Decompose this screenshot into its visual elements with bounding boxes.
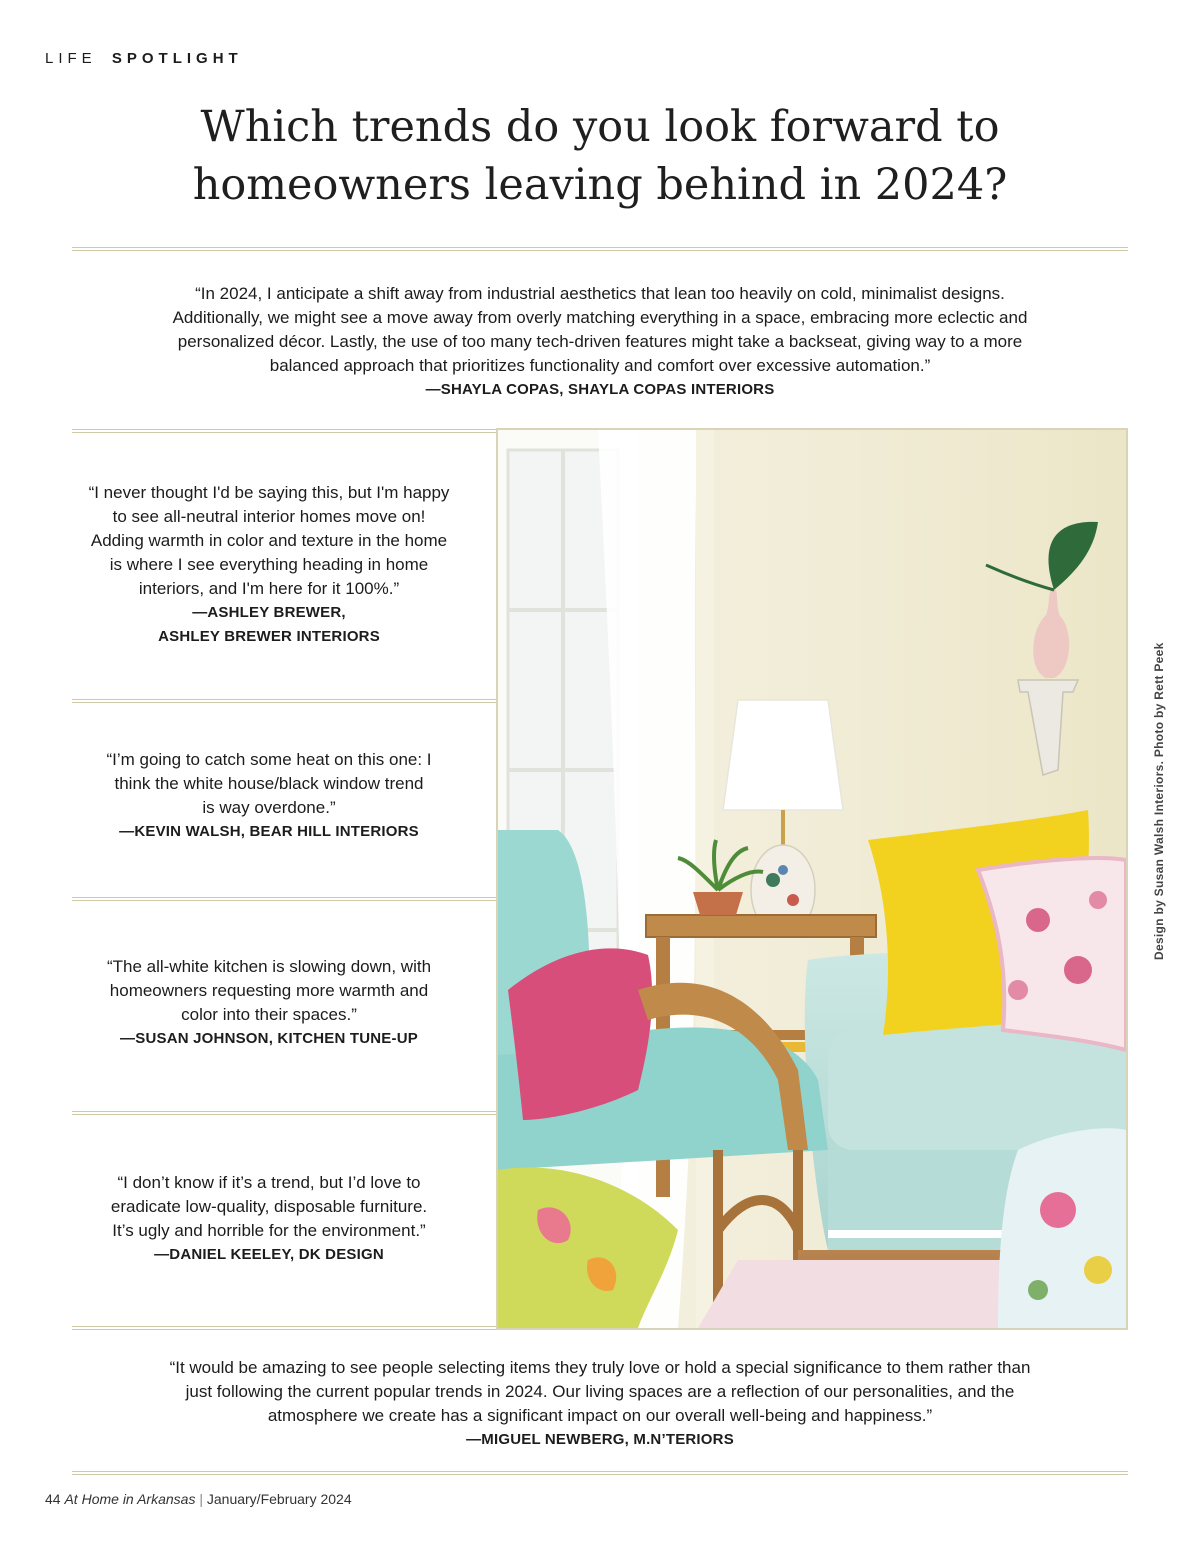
quote-line: Additionally, we might see a move away from overly matching everything in a space, embracing more eclectic and — [172, 308, 1028, 327]
quote-line: to see all-neutral interior homes move on! — [112, 507, 426, 526]
divider-rule — [72, 897, 496, 901]
magazine-name: At Home in Arkansas — [64, 1491, 196, 1507]
photo-credit: Design by Susan Walsh Interiors. Photo by Rett Peek — [1152, 642, 1166, 960]
quote-daniel-keeley — [62, 1171, 476, 1267]
quote-attribution: —KEVIN WALSH, BEAR HILL INTERIORS — [119, 823, 419, 840]
issue-date: January/February 2024 — [206, 1491, 352, 1507]
quote-line: It’s ugly and horrible for the environment.” — [112, 1221, 426, 1240]
quote-attribution: —ASHLEY BREWER, — [192, 604, 346, 621]
quote-line: personalized décor. Lastly, the use of too many tech-driven features might take a backseat, giving way to a more — [177, 332, 1023, 351]
quote-line: “In 2024, I anticipate a shift away from industrial aesthetics that lean too heavily on cold, minimalist designs. — [195, 284, 1005, 303]
quote-susan-johnson — [62, 955, 476, 1051]
quote-line: just following the current popular trends in 2024. Our living spaces are a reflection of our personalities, and the — [185, 1382, 1015, 1401]
quote-line: atmosphere we create has a significant impact on our overall well-being and happiness.” — [267, 1406, 933, 1425]
page-title-line-1: Which trends do you look forward to — [200, 102, 1000, 152]
divider-rule — [72, 699, 496, 703]
interior-photo-illustration — [498, 430, 1126, 1328]
quote-attribution: —SHAYLA COPAS, SHAYLA COPAS INTERIORS — [425, 381, 775, 398]
quote-line: interiors, and I'm here for it 100%.” — [138, 579, 400, 598]
page-footer — [45, 1491, 352, 1507]
quote-miguel-newberg — [100, 1356, 1100, 1452]
quote-attribution: —SUSAN JOHNSON, KITCHEN TUNE-UP — [120, 1030, 418, 1047]
quote-ashley-brewer — [62, 481, 476, 649]
page-number: 44 — [45, 1491, 61, 1507]
quote-line: is way overdone.” — [202, 798, 336, 817]
quote-attribution: ASHLEY BREWER INTERIORS — [158, 628, 380, 645]
quote-line: color into their spaces.” — [181, 1005, 357, 1024]
interior-photo — [496, 428, 1128, 1330]
divider-rule — [72, 1111, 496, 1115]
quote-shayla-copas — [100, 282, 1100, 402]
page-title-line-2: homeowners leaving behind in 2024? — [192, 160, 1008, 210]
quote-line: eradicate low-quality, disposable furniture. — [110, 1197, 428, 1216]
quote-line: “I’m going to catch some heat on this one: I — [106, 750, 432, 769]
quote-kevin-walsh — [62, 748, 476, 844]
quote-line: balanced approach that prioritizes functionality and comfort over excessive automation.” — [269, 356, 931, 375]
footer-separator: | — [199, 1491, 203, 1507]
divider-rule — [72, 247, 1128, 251]
quote-attribution: —MIGUEL NEWBERG, M.N’TERIORS — [466, 1431, 734, 1448]
quote-line: “The all-white kitchen is slowing down, with — [106, 957, 432, 976]
quote-line: Adding warmth in color and texture in the home — [90, 531, 448, 550]
quote-line: “It would be amazing to see people selecting items they truly love or hold a special significance to them rather than — [169, 1358, 1031, 1377]
divider-rule — [72, 429, 496, 433]
section-label — [45, 50, 243, 67]
quote-line: homeowners requesting more warmth and — [109, 981, 429, 1000]
quote-attribution: —DANIEL KEELEY, DK DESIGN — [154, 1246, 384, 1263]
divider-rule — [72, 1471, 1128, 1475]
quote-line: is where I see everything heading in home — [109, 555, 429, 574]
quote-line: “I never thought I'd be saying this, but I'm happy — [88, 483, 450, 502]
section-label-life: LIFE — [45, 50, 97, 67]
quote-line: think the white house/black window trend — [114, 774, 424, 793]
page-title — [0, 98, 1200, 214]
section-label-spotlight: SPOTLIGHT — [111, 50, 243, 67]
quote-line: “I don’t know if it’s a trend, but I’d love to — [117, 1173, 421, 1192]
